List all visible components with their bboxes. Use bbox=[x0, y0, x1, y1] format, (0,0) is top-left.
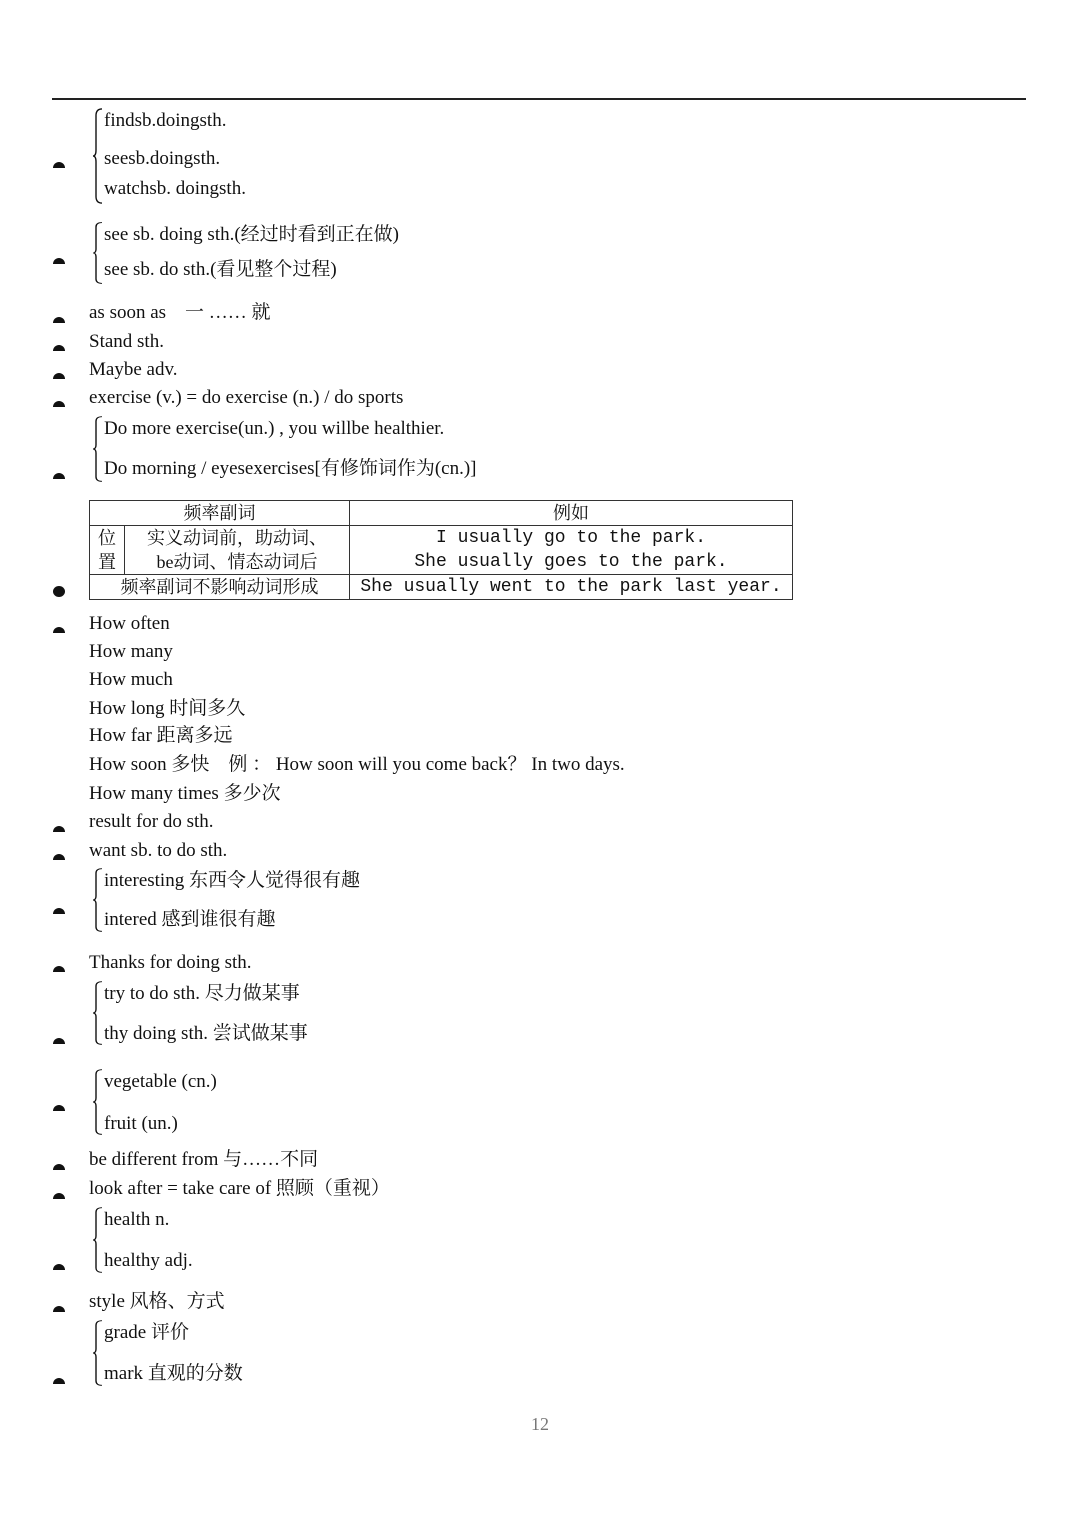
position-rule-line-1: 实义动词前，助动词、 bbox=[147, 528, 327, 548]
phrase-try-to-do: try to do sth. 尽力做某事 bbox=[104, 983, 300, 1004]
bullet bbox=[53, 826, 65, 832]
bullet bbox=[53, 627, 65, 633]
bullet bbox=[53, 1306, 65, 1312]
phrase-see-do: see sb. do sth.(看见整个过程) bbox=[104, 259, 337, 280]
position-label-1: 位 bbox=[98, 528, 116, 548]
item-as-soon-as: as soon as 一 …… 就 bbox=[89, 302, 271, 323]
bullet bbox=[53, 1105, 65, 1111]
page-number: 12 bbox=[531, 1414, 549, 1434]
phrase-find: findsb.doingsth. bbox=[104, 110, 227, 131]
how-long: How long 时间多久 bbox=[89, 698, 246, 719]
how-soon: How soon 多快 例 ： How soon will you come back？ In two days. bbox=[89, 754, 625, 775]
how-many: How many bbox=[89, 641, 173, 662]
item-exercise: exercise (v.) = do exercise (n.) / do sports bbox=[89, 387, 404, 408]
how-much: How much bbox=[89, 669, 173, 690]
position-label-2: 置 bbox=[98, 552, 116, 572]
item-different: be different from 与……不同 bbox=[89, 1149, 319, 1170]
phrase-health: health n. bbox=[104, 1209, 170, 1230]
frequency-adverb-table bbox=[89, 500, 793, 600]
brace bbox=[92, 981, 104, 1045]
how-many-times: How many times 多少次 bbox=[89, 783, 281, 804]
phrase-see-doing: see sb. doing sth.(经过时看到正在做) bbox=[104, 224, 400, 245]
item-style: style 风格、方式 bbox=[89, 1291, 225, 1312]
bullet bbox=[53, 1378, 65, 1384]
table-header-right: 例如 bbox=[553, 503, 589, 523]
item-result: result for do sth. bbox=[89, 811, 214, 832]
item-look-after: look after = take care of 照顾（重视） bbox=[89, 1178, 390, 1199]
brace bbox=[92, 108, 104, 204]
phrase-vegetable: vegetable (cn.) bbox=[104, 1071, 217, 1092]
brace bbox=[92, 222, 104, 284]
item-maybe: Maybe adv. bbox=[89, 359, 178, 380]
example-1: I usually go to the park. bbox=[435, 528, 707, 548]
brace bbox=[92, 1207, 104, 1273]
bullet bbox=[53, 258, 65, 264]
phrase-healthy: healthy adj. bbox=[104, 1250, 193, 1271]
phrase-morning-exercises: Do morning / eyesexercises[有修饰词作为(cn.)] bbox=[104, 458, 477, 479]
how-often: How often bbox=[89, 613, 170, 634]
phrase-watch: watchsb. doingsth. bbox=[104, 178, 246, 199]
position-rule-line-2: be动词、情态动词后 bbox=[156, 552, 318, 572]
bullet bbox=[53, 473, 65, 479]
brace bbox=[92, 868, 104, 932]
bullet bbox=[53, 586, 65, 597]
example-2: She usually goes to the park. bbox=[414, 552, 728, 572]
phrase-grade: grade 评价 bbox=[104, 1322, 189, 1343]
phrase-interesting: interesting 东西令人觉得很有趣 bbox=[104, 870, 360, 891]
table-header-left: 频率副词 bbox=[183, 503, 256, 523]
brace bbox=[92, 1069, 104, 1135]
bullet bbox=[53, 345, 65, 351]
bullet bbox=[53, 908, 65, 914]
rule-note: 频率副词不影响动词形成 bbox=[120, 577, 319, 597]
header-rule bbox=[52, 98, 1026, 100]
bullet bbox=[53, 1038, 65, 1044]
phrase-more-exercise: Do more exercise(un.) , you willbe healthier. bbox=[104, 418, 445, 439]
bullet bbox=[53, 373, 65, 379]
brace bbox=[92, 1320, 104, 1386]
brace bbox=[92, 416, 104, 482]
phrase-see: seesb.doingsth. bbox=[104, 148, 221, 169]
bullet bbox=[53, 1264, 65, 1270]
how-far: How far 距离多远 bbox=[89, 725, 233, 746]
bullet bbox=[53, 1193, 65, 1199]
phrase-intered: intered 感到谁很有趣 bbox=[104, 909, 276, 930]
example-3: She usually went to the park last year. bbox=[360, 577, 782, 597]
item-want: want sb. to do sth. bbox=[89, 840, 228, 861]
bullet bbox=[53, 317, 65, 323]
bullet bbox=[53, 1164, 65, 1170]
phrase-fruit: fruit (un.) bbox=[104, 1113, 178, 1134]
item-thanks: Thanks for doing sth. bbox=[89, 952, 252, 973]
bullet bbox=[53, 162, 65, 168]
phrase-mark: mark 直观的分数 bbox=[104, 1363, 243, 1384]
bullet bbox=[53, 401, 65, 407]
phrase-try-doing: thy doing sth. 尝试做某事 bbox=[104, 1023, 308, 1044]
bullet bbox=[53, 966, 65, 972]
bullet bbox=[53, 854, 65, 860]
item-stand: Stand sth. bbox=[89, 331, 164, 352]
